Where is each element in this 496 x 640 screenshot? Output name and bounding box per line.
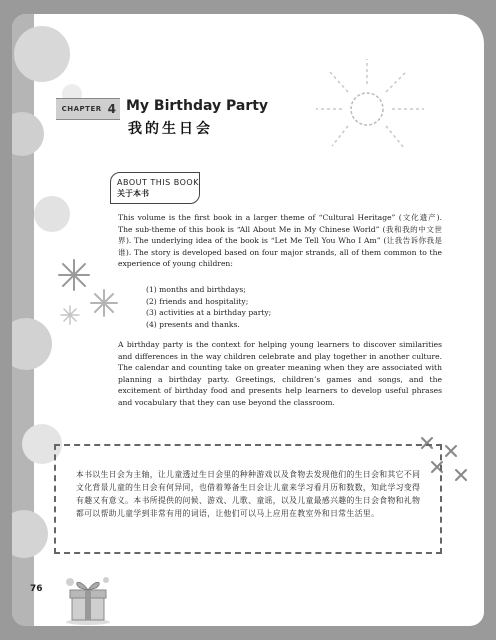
- page-number: 76: [30, 584, 43, 594]
- list-item: (4) presents and thanks.: [146, 319, 240, 329]
- sun-doodle-icon: [312, 54, 432, 164]
- list-item: (1) months and birthdays;: [146, 285, 246, 294]
- intro-paragraph: This volume is the first book in a larger theme of “Cultural Heritage” (文化遗产). The sub-theme of this book is “All About Me in My Chinese World” (我和我的中文世界). The underlying idea of the book is “Let Me Tell You Who I Am” (让我告诉你我是谁). The story is developed based on four major strands, all of them common to the experience of young children:: [118, 213, 442, 268]
- chapter-tab: [56, 98, 120, 120]
- about-label-chinese: 关于本书: [117, 189, 149, 198]
- flower-decoration-icon: [48, 250, 122, 330]
- chinese-summary: 本书以生日会为主轴，让儿童透过生日会里的种种游戏以及食物去发现他们的生日会和其它不同文化背景儿童的生日会有何异同，也借着筹备生日会让儿童来学习看月历和数数，知此学习变得有趣又有意义。本书所提供的问候、游戏、儿歌、童谣，以及儿童最感兴趣的生日会食物和礼物都可以帮助儿童学到非常有用的词语，让他们可以马上应用在教室外和日常生活里。: [76, 470, 421, 518]
- chapter-title-chinese: 我的生日会: [128, 121, 213, 137]
- list-item: (2) friends and hospitality;: [146, 296, 249, 306]
- book-page: [12, 14, 484, 626]
- context-paragraph: A birthday party is the context for helping young learners to discover similarities and differences in the way children celebrate and play together in another culture. The calendar and counting take on greater meaning when they are associated with planning a birthday party. Greetings, children’s games and songs, and the excitement of birthday food and presents help learners to develop useful phrases and vocabulary that they can use beyond the classroom.: [118, 340, 442, 407]
- gift-box-icon: [60, 574, 116, 626]
- chapter-title: My Birthday Party: [126, 98, 269, 114]
- chapter-label: CHAPTER: [61, 105, 102, 113]
- chinese-summary-box: [54, 444, 442, 554]
- about-label-english: ABOUT THIS BOOK: [117, 178, 199, 187]
- list-item: (3) activities at a birthday party;: [146, 308, 272, 317]
- chapter-number: 4: [107, 102, 116, 116]
- about-this-book-box: [110, 172, 200, 204]
- strand-list: [146, 284, 271, 330]
